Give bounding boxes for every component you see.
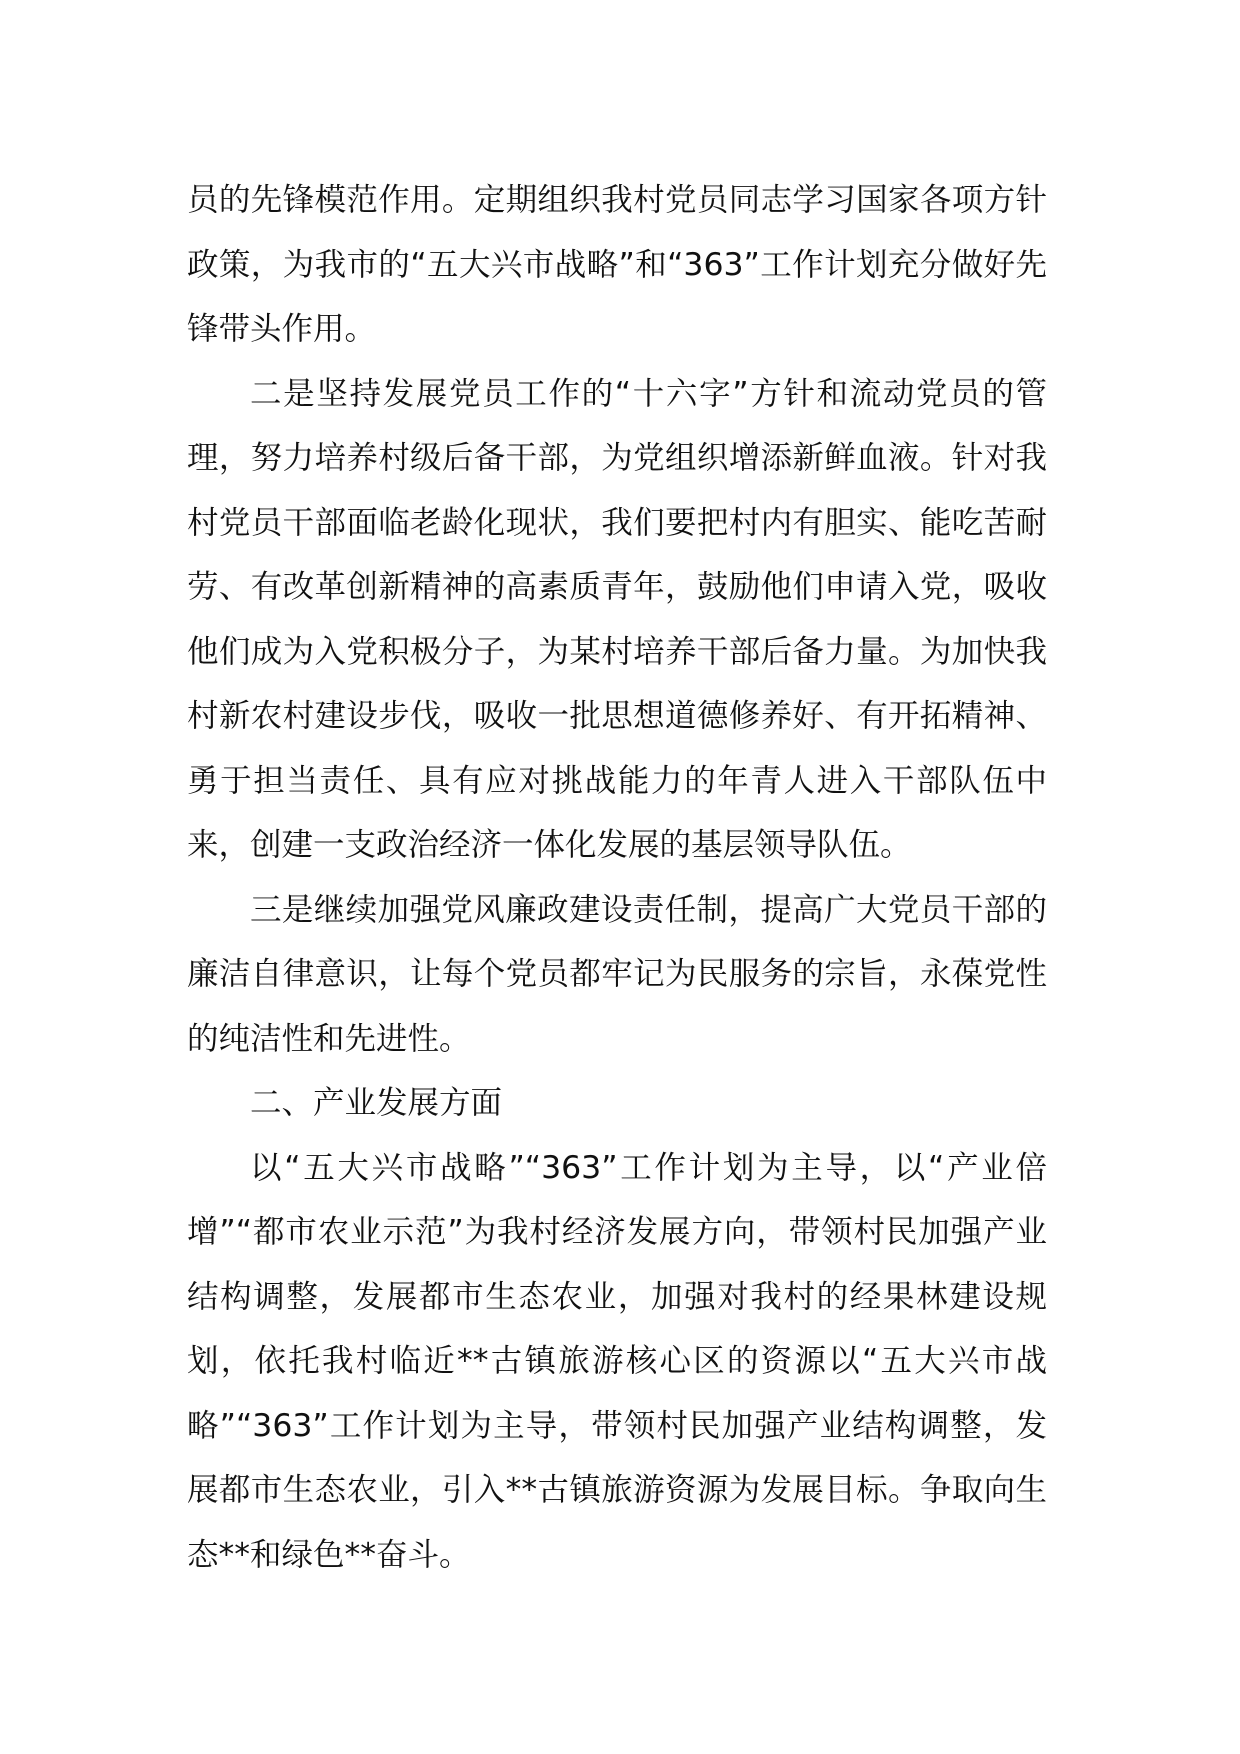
paragraph-point-3: 三是继续加强党风廉政建设责任制，提高广大党员干部的廉洁自律意识，让每个党员都牢记为民服务的宗旨，永葆党性的纯洁性和先进性。 <box>187 891 1047 1057</box>
document-body <box>187 168 1047 1587</box>
paragraph-continuation: 员的先锋模范作用。定期组织我村党员同志学习国家各项方针政策，为我市的“五大兴市战略”和“363”工作计划充分做好先锋带头作用。 <box>187 182 1047 347</box>
paragraph-industry: 以“五大兴市战略”“363”工作计划为主导，以“产业倍增”“都市农业示范”为我村经济发展方向，带领村民加强产业结构调整，发展都市生态农业，加强对我村的经果林建设规划，依托我村临近**古镇旅游核心区的资源以“五大兴市战略”“363”工作计划为主导，带领村民加强产业结构调整，发展都市生态农业，引入**古镇旅游资源为发展目标。争取向生态**和绿色**奋斗。 <box>187 1149 1047 1573</box>
paragraph-point-2: 二是坚持发展党员工作的“十六字”方针和流动党员的管理，努力培养村级后备干部，为党组织增添新鲜血液。针对我村党员干部面临老龄化现状，我们要把村内有胆实、能吃苦耐劳、有改革创新精神的高素质青年，鼓励他们申请入党，吸收他们成为入党积极分子，为某村培养干部后备力量。为加快我村新农村建设步伐，吸收一批思想道德修养好、有开拓精神、勇于担当责任、具有应对挑战能力的年青人进入干部队伍中来，创建一支政治经济一体化发展的基层领导队伍。 <box>187 375 1047 863</box>
section-heading: 二、产业发展方面 <box>250 1085 503 1121</box>
